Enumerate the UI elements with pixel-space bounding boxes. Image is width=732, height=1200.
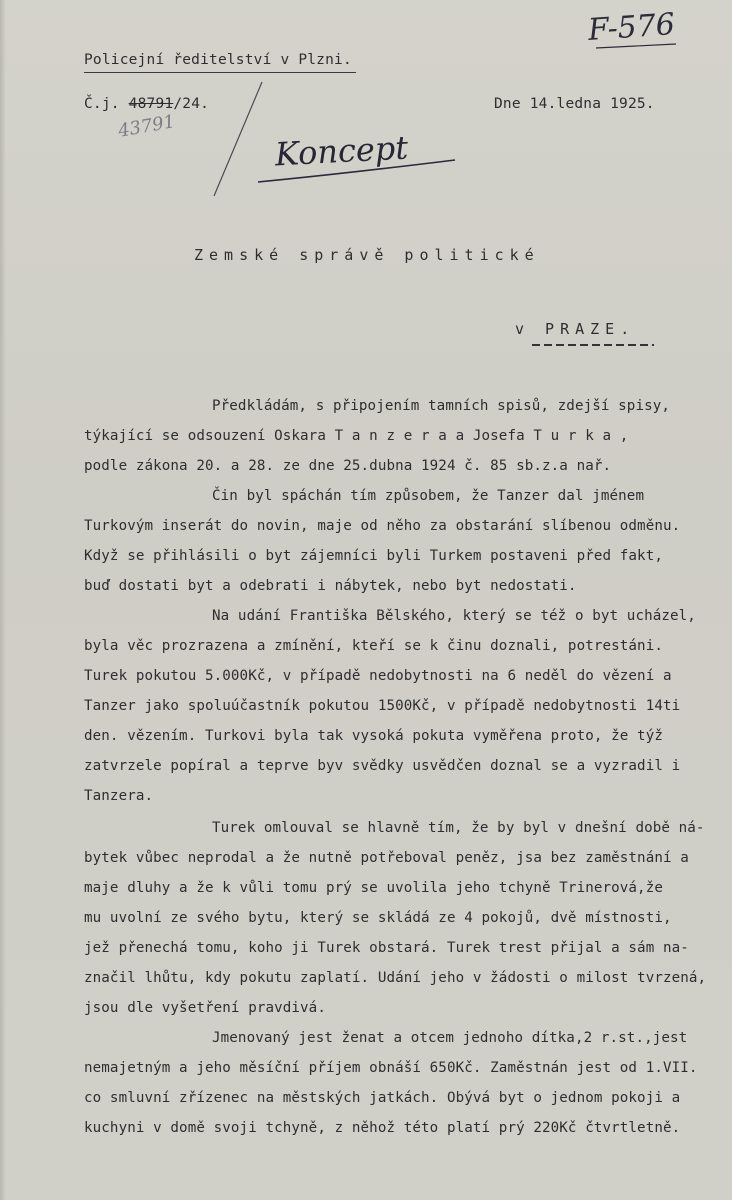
authority-underline: [84, 72, 356, 73]
body-line-7: buď dostati byt a odebrati i nábytek, nebo byt nedostati.: [84, 578, 577, 594]
body-line-16: bytek vůbec neprodal a že nutně potřeboval peněz, jsa bez zaměstnání a: [84, 850, 689, 866]
body-line-18: mu uvolní ze svého bytu, který se skládá ze 4 pokojů, dvě místnosti,: [84, 910, 672, 926]
reference-number: [84, 96, 209, 112]
body-line-5: Turkovým inserát do novin, maje od něho za obstarání slíbenou odměnu.: [84, 518, 681, 534]
body-line-15: Turek omlouval se hlavně tím, že by byl v dnešní době ná-: [212, 820, 705, 836]
body-line-12: den. vězením. Turkovi byla tak vysoká pokuta vyměřena proto, že týž: [84, 728, 663, 744]
body-line-24: co smluvní zřízenec na městských jatkách. Obývá byt o jednom pokoji a: [84, 1090, 681, 1106]
body-line-25: kuchyni v domě svoji tchyně, z něhož této platí prý 220Kč čtvrtletně.: [84, 1120, 681, 1136]
reference-suffix: /24.: [173, 96, 210, 112]
pencil-number: 43791: [116, 111, 177, 142]
koncept-handwritten: Koncept: [274, 128, 410, 174]
authority-heading: Policejní ředitelství v Plzni.: [84, 52, 352, 68]
body-line-2: týkající se odsouzení Oskara T a n z e r a a Josefa T u r k a ,: [84, 428, 629, 444]
addressee-line-1: Zemské správě politické: [194, 246, 540, 264]
body-line-13: zatvrzele popíral a teprve byv svědky usvědčen doznal se a vyzradil i: [84, 758, 681, 774]
reference-struck-number: 48791: [128, 96, 174, 112]
body-line-20: značil lhůtu, kdy pokutu zaplatí. Udání jeho v žádosti o milost tvrzená,: [84, 970, 707, 986]
body-line-3: podle zákona 20. a 28. ze dne 25.dubna 1924 č. 85 sb.z.a nař.: [84, 458, 612, 474]
addressee-line-2: v PRAZE.: [515, 320, 636, 338]
body-line-9: byla věc prozrazena a zmínění, kteří se k činu doznali, potrestáni.: [84, 638, 663, 654]
body-line-8: Na udání Františka Bělského, který se též o byt ucházel,: [212, 608, 696, 624]
body-line-11: Tanzer jako spoluúčastník pokutou 1500Kč, v případě nedobytnosti 14ti: [84, 698, 681, 714]
body-line-6: Když se přihlásili o byt zájemníci byli Turkem postaveni před fakt,: [84, 548, 663, 564]
body-line-22: Jmenovaný jest ženat a otcem jednoho dítka,2 r.st.,jest: [212, 1030, 688, 1046]
reference-prefix: Č.j.: [84, 96, 120, 112]
paper-edge-shadow: [0, 0, 6, 1200]
body-line-14: Tanzera.: [84, 788, 154, 804]
body-line-10: Turek pokutou 5.000Kč, v případě nedobytnosti na 6 neděl do vězení a: [84, 668, 672, 684]
body-line-4: Čin byl spáchán tím způsobem, že Tanzer dal jménem: [212, 488, 645, 504]
body-line-23: nemajetným a jeho měsíční příjem obnáší 650Kč. Zaměstnán jest od 1.VII.: [84, 1060, 698, 1076]
document-date: Dne 14.ledna 1925.: [494, 96, 655, 112]
body-line-1: Předkládám, s připojením tamních spisů, zdejší spisy,: [212, 398, 671, 414]
body-line-19: jež přenechá tomu, koho ji Turek obstará. Turek trest přijal a sám na-: [84, 940, 689, 956]
body-line-21: jsou dle vyšetření pravdivá.: [84, 1000, 326, 1016]
archive-number-handwritten: F-576: [586, 7, 676, 48]
body-line-17: maje dluhy a že k vůli tomu prý se uvolila jeho tchyně Trinerová,že: [84, 880, 663, 896]
